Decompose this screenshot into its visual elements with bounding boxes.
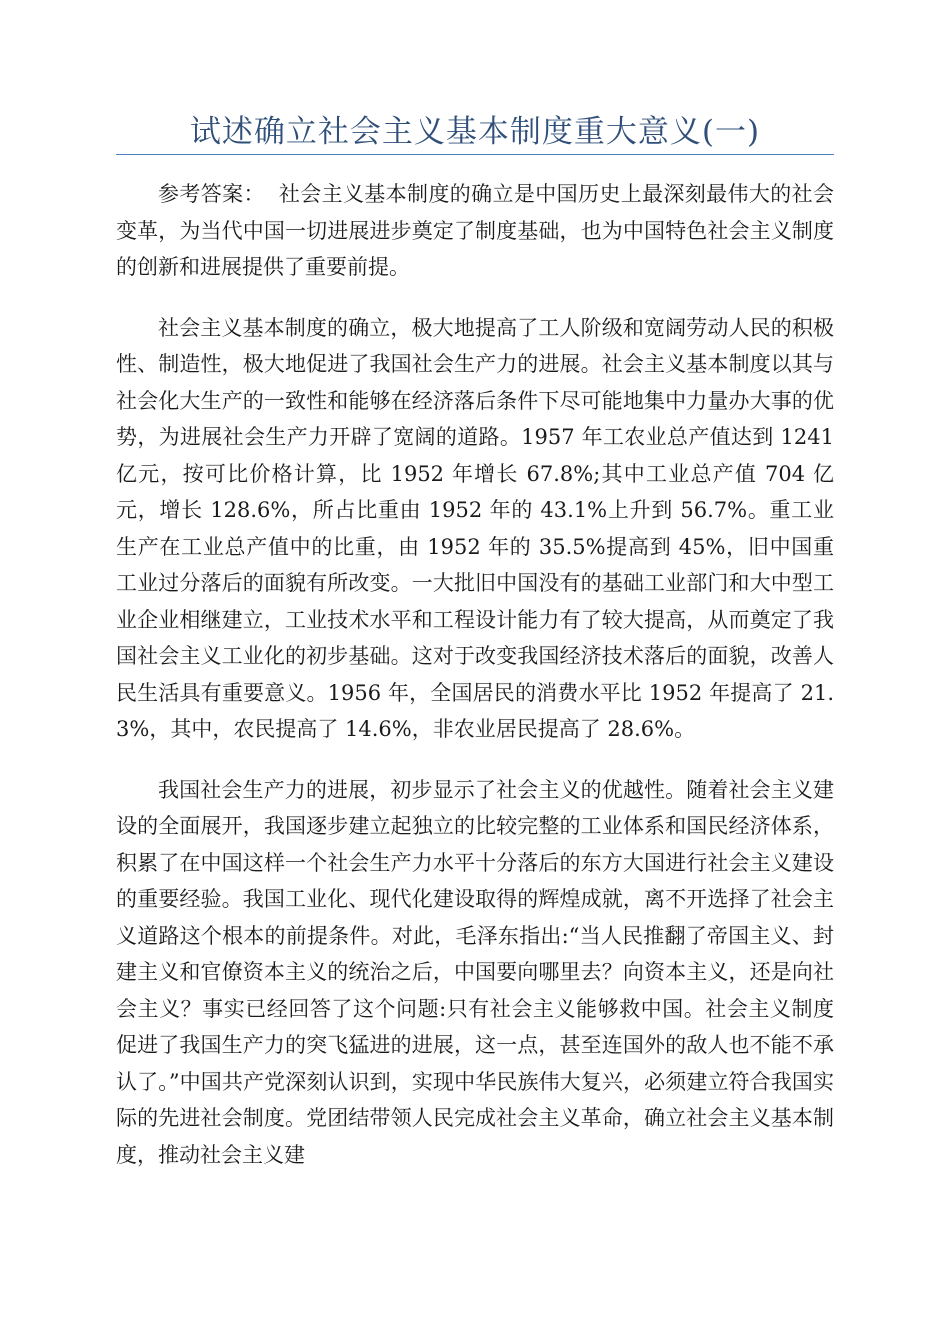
paragraph-superiority: 我国社会生产力的进展，初步显示了社会主义的优越性。随着社会主义建设的全面展开，我国逐步建立起独立的比较完整的工业体系和国民经济体系，积累了在中国这样一个社会生产力水平十分落后的东方大国进行社会主义建设的重要经验。我国工业化、现代化建设取得的辉煌成就，离不开选择了社会主义道路这个根本的前提条件。对此，毛泽东指出:“当人民推翻了帝国主义、封建主义和官僚资本主义的统治之后，中国要向哪里去？向资本主义，还是向社会主义？事实已经回答了这个问题:只有社会主义能够救中国。社会主义制度促进了我国生产力的突飞猛进的进展，这一点，甚至连国外的敌人也不能不承认了。”中国共产党深刻认识到，实现中华民族伟大复兴，必须建立符合我国实际的先进社会制度。党团结带领人民完成社会主义革命，确立社会主义基本制度，推动社会主义建 [116,777,834,1167]
answer-label: 参考答案： [158,182,265,206]
paragraph-productivity: 社会主义基本制度的确立，极大地提高了工人阶级和宽阔劳动人民的积极性、制造性，极大地促进了我国社会生产力的进展。社会主义基本制度以其与社会化大生产的一致性和能够在经济落后条件下尽可能地集中力量办大事的优势，为进展社会生产力开辟了宽阔的道路。1957 年工农业总产值达到 1241 亿元，按可比价格计算，比 1952 年增长 67.8%;其中工业总产值 704 亿元，增长 128.6%，所占比重由 1952 年的 43.1%上升到 56.7%。重工业生产在工业总产值中的比重，由 1952 年的 35.5%提高到 45%，旧中国重工业过分落后的面貌有所改变。一大批旧中国没有的基础工业部门和大中型工业企业相继建立，工业技术水平和工程设计能力有了较大提高，从而奠定了我国社会主义工业化的初步基础。这对于改变我国经济技术落后的面貌，改善人民生活具有重要意义。1956 年，全国居民的消费水平比 1952 年提高了 21.3%，其中，农民提高了 14.6%，非农业居民提高了 28.6%。 [116,315,834,741]
paragraph-answer [116,176,834,286]
paragraph-text: 社会主义基本制度的确立是中国历史上最深刻最伟大的社会变革，为当代中国一切进展进步奠定了制度基础，也为中国特色社会主义制度的创新和进展提供了重要前提。 [116,182,835,279]
document-body [116,176,834,1197]
document-title: 试述确立社会主义基本制度重大意义(一) [189,114,761,150]
title-underline [116,154,834,155]
